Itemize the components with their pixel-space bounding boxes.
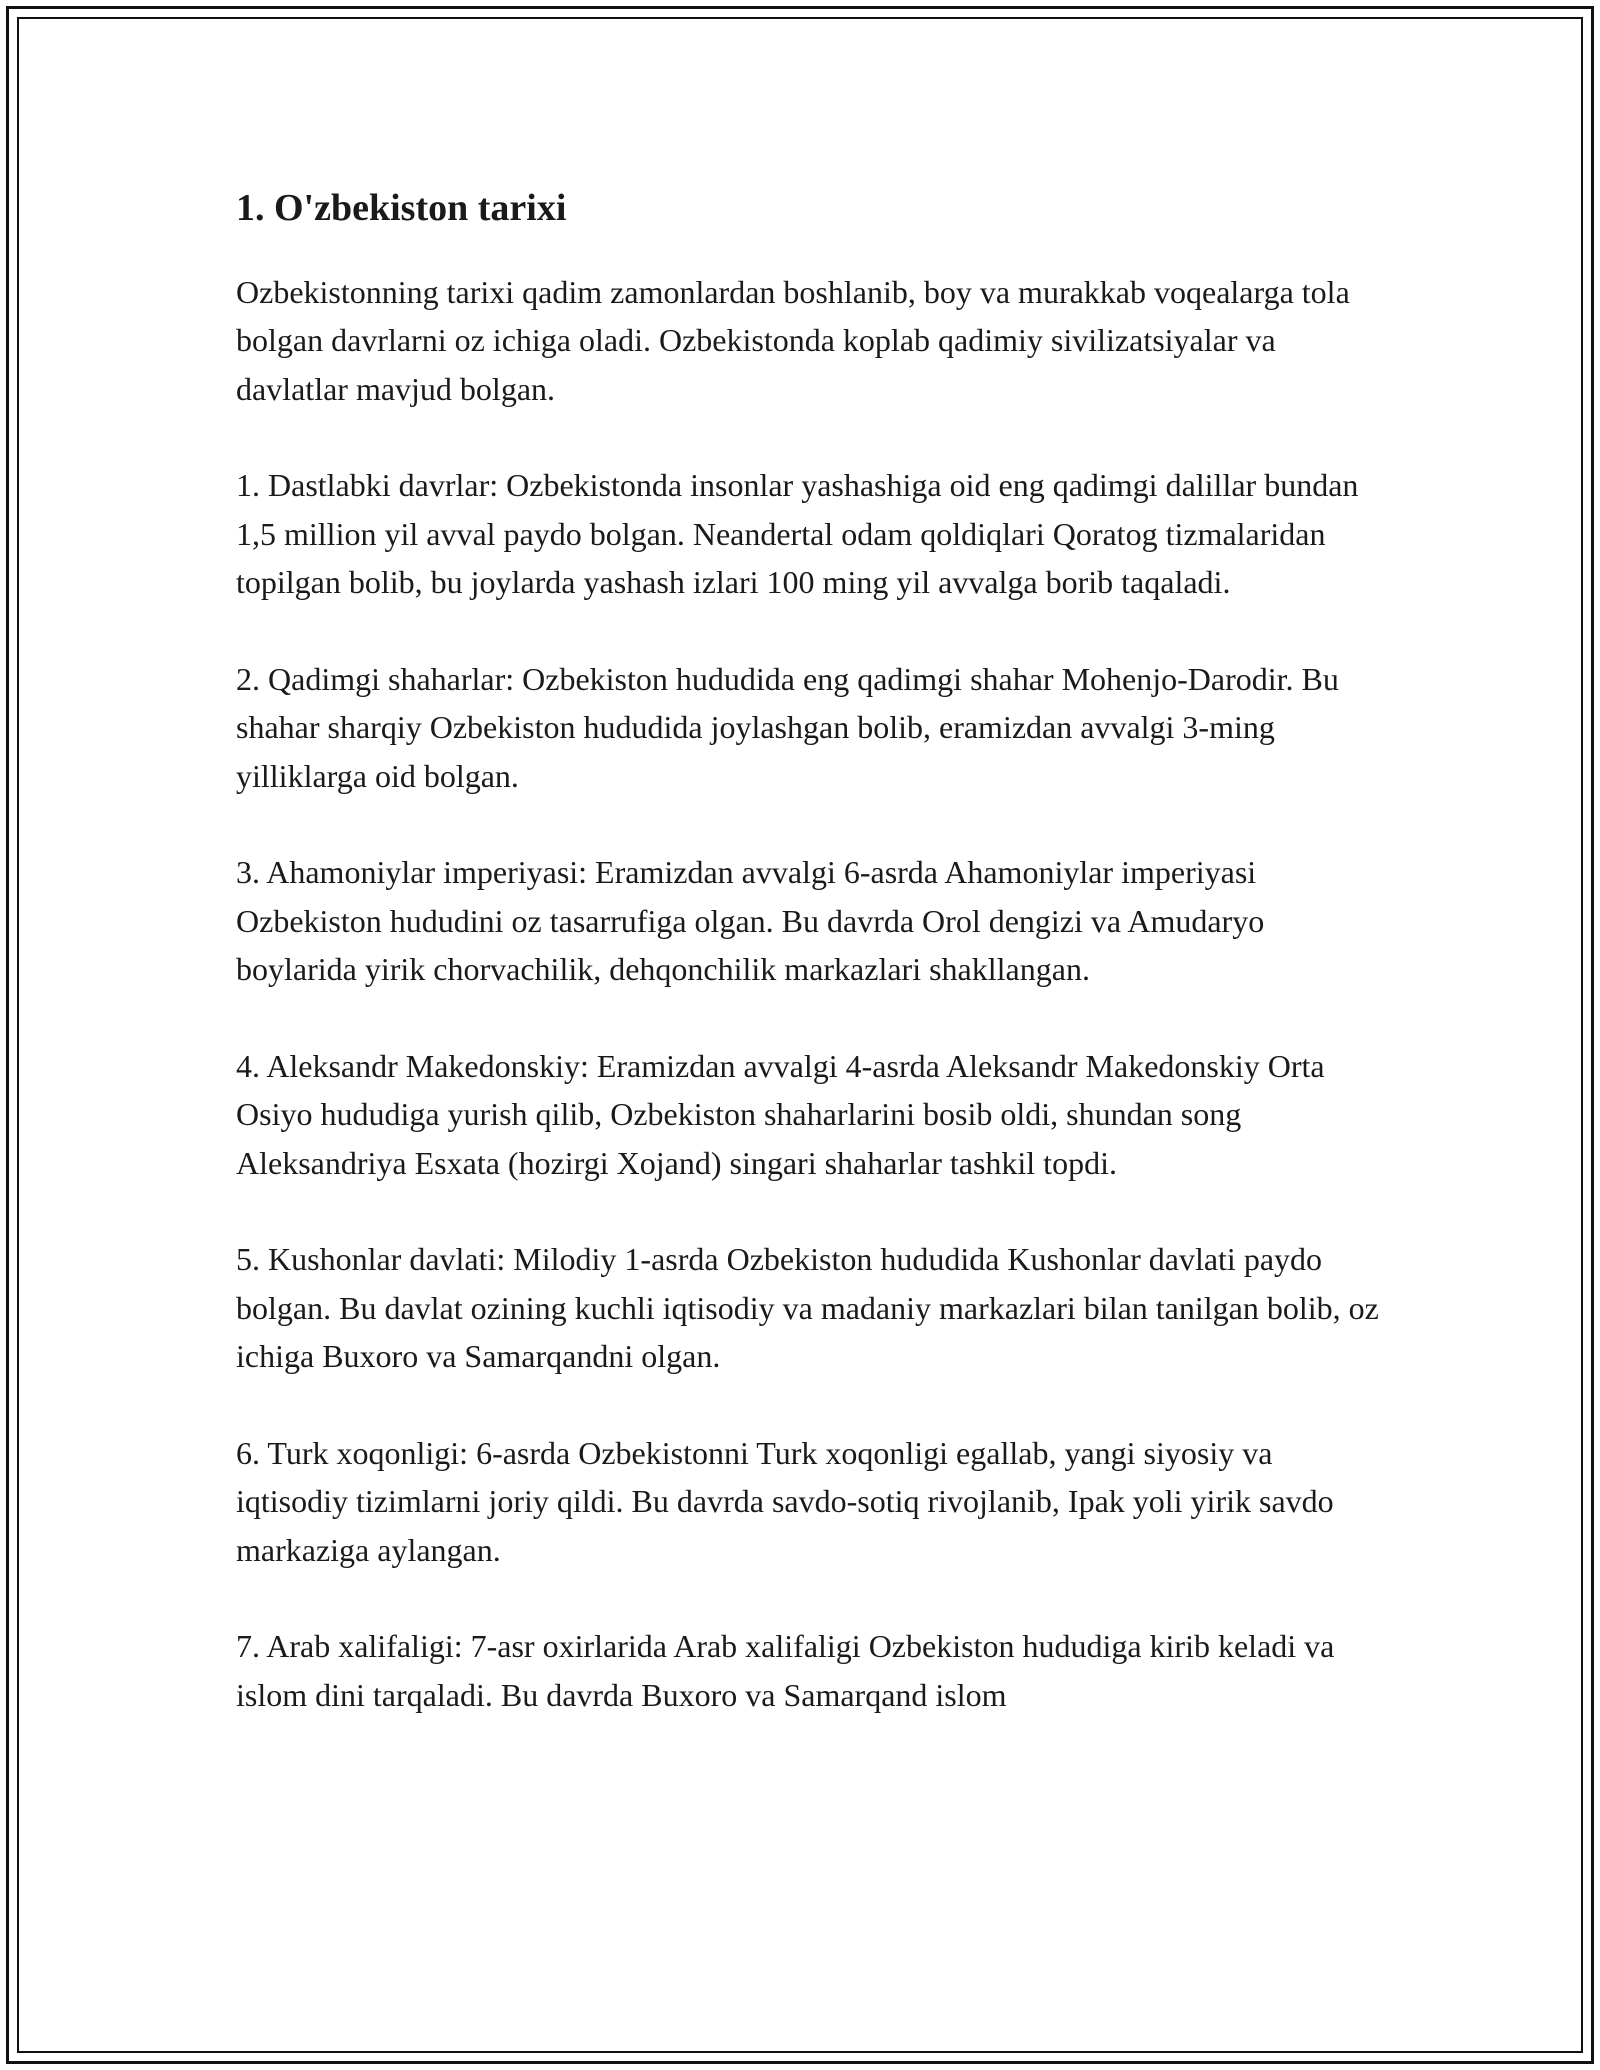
paragraph-early-periods: 1. Dastlabki davrlar: Ozbekistonda insonlar yashashiga oid eng qadimgi dalillar bundan 1,5 million yil avval paydo bolgan. Neandertal odam qoldiqlari Qoratog tizmalaridan topilgan bolib, bu joylarda yashash izlari 100 ming yil avvalga borib taqaladi. (236, 467, 1359, 601)
paragraph-ancient-cities: 2. Qadimgi shaharlar: Ozbekiston hududida eng qadimgi shahar Mohenjo-Darodir. Bu shahar sharqiy Ozbekiston hududida joylashgan bolib, eramizdan avvalgi 3-ming yilliklarga oid bolgan. (236, 660, 1339, 794)
paragraph-achaemenid-empire: 3. Ahamoniylar imperiyasi: Eramizdan avvalgi 6-asrda Ahamoniylar imperiyasi Ozbekiston hududini oz tasarrufiga olgan. Bu davrda Orol dengizi va Amudaryo boylarida yirik chorvachilik, dehqonchilik markazlari shakllangan. (236, 854, 1265, 988)
document-heading: 1. O'zbekiston tarixi (236, 187, 567, 229)
paragraph-intro: Ozbekistonning tarixi qadim zamonlardan boshlanib, boy va murakkab voqealarga tola bolgan davrlarni oz ichiga oladi. Ozbekistonda koplab qadimiy sivilizatsiyalar va davlatlar mavjud bolgan. (236, 273, 1350, 407)
document-body (236, 186, 1386, 1767)
paragraph-alexander: 4. Aleksandr Makedonskiy: Eramizdan avvalgi 4-asrda Aleksandr Makedonskiy Orta Osiyo hududiga yurish qilib, Ozbekiston shaharlarini bosib oldi, shundan song Aleksandriya Esxata (hozirgi Xojand) singari shaharlar tashkil topdi. (236, 1047, 1325, 1181)
paragraph-arab-caliphate: 7. Arab xalifaligi: 7-asr oxirlarida Arab xalifaligi Ozbekiston hududiga kirib keladi va islom dini tarqaladi. Bu davrda Buxoro va Samarqand islom (236, 1628, 1335, 1713)
paragraph-turkic-khaganate: 6. Turk xoqonligi: 6-asrda Ozbekistonni Turk xoqonligi egallab, yangi siyosiy va iqtisodiy tizimlarni joriy qildi. Bu davrda savdo-sotiq rivojlanib, Ipak yoli yirik savdo markaziga aylangan. (236, 1434, 1334, 1568)
paragraph-kushan-state: 5. Kushonlar davlati: Milodiy 1-asrda Ozbekiston hududida Kushonlar davlati paydo bolgan. Bu davlat ozining kuchli iqtisodiy va madaniy markazlari bilan tanilgan bolib, oz ichiga Buxoro va Samarqandni olgan. (236, 1241, 1379, 1375)
